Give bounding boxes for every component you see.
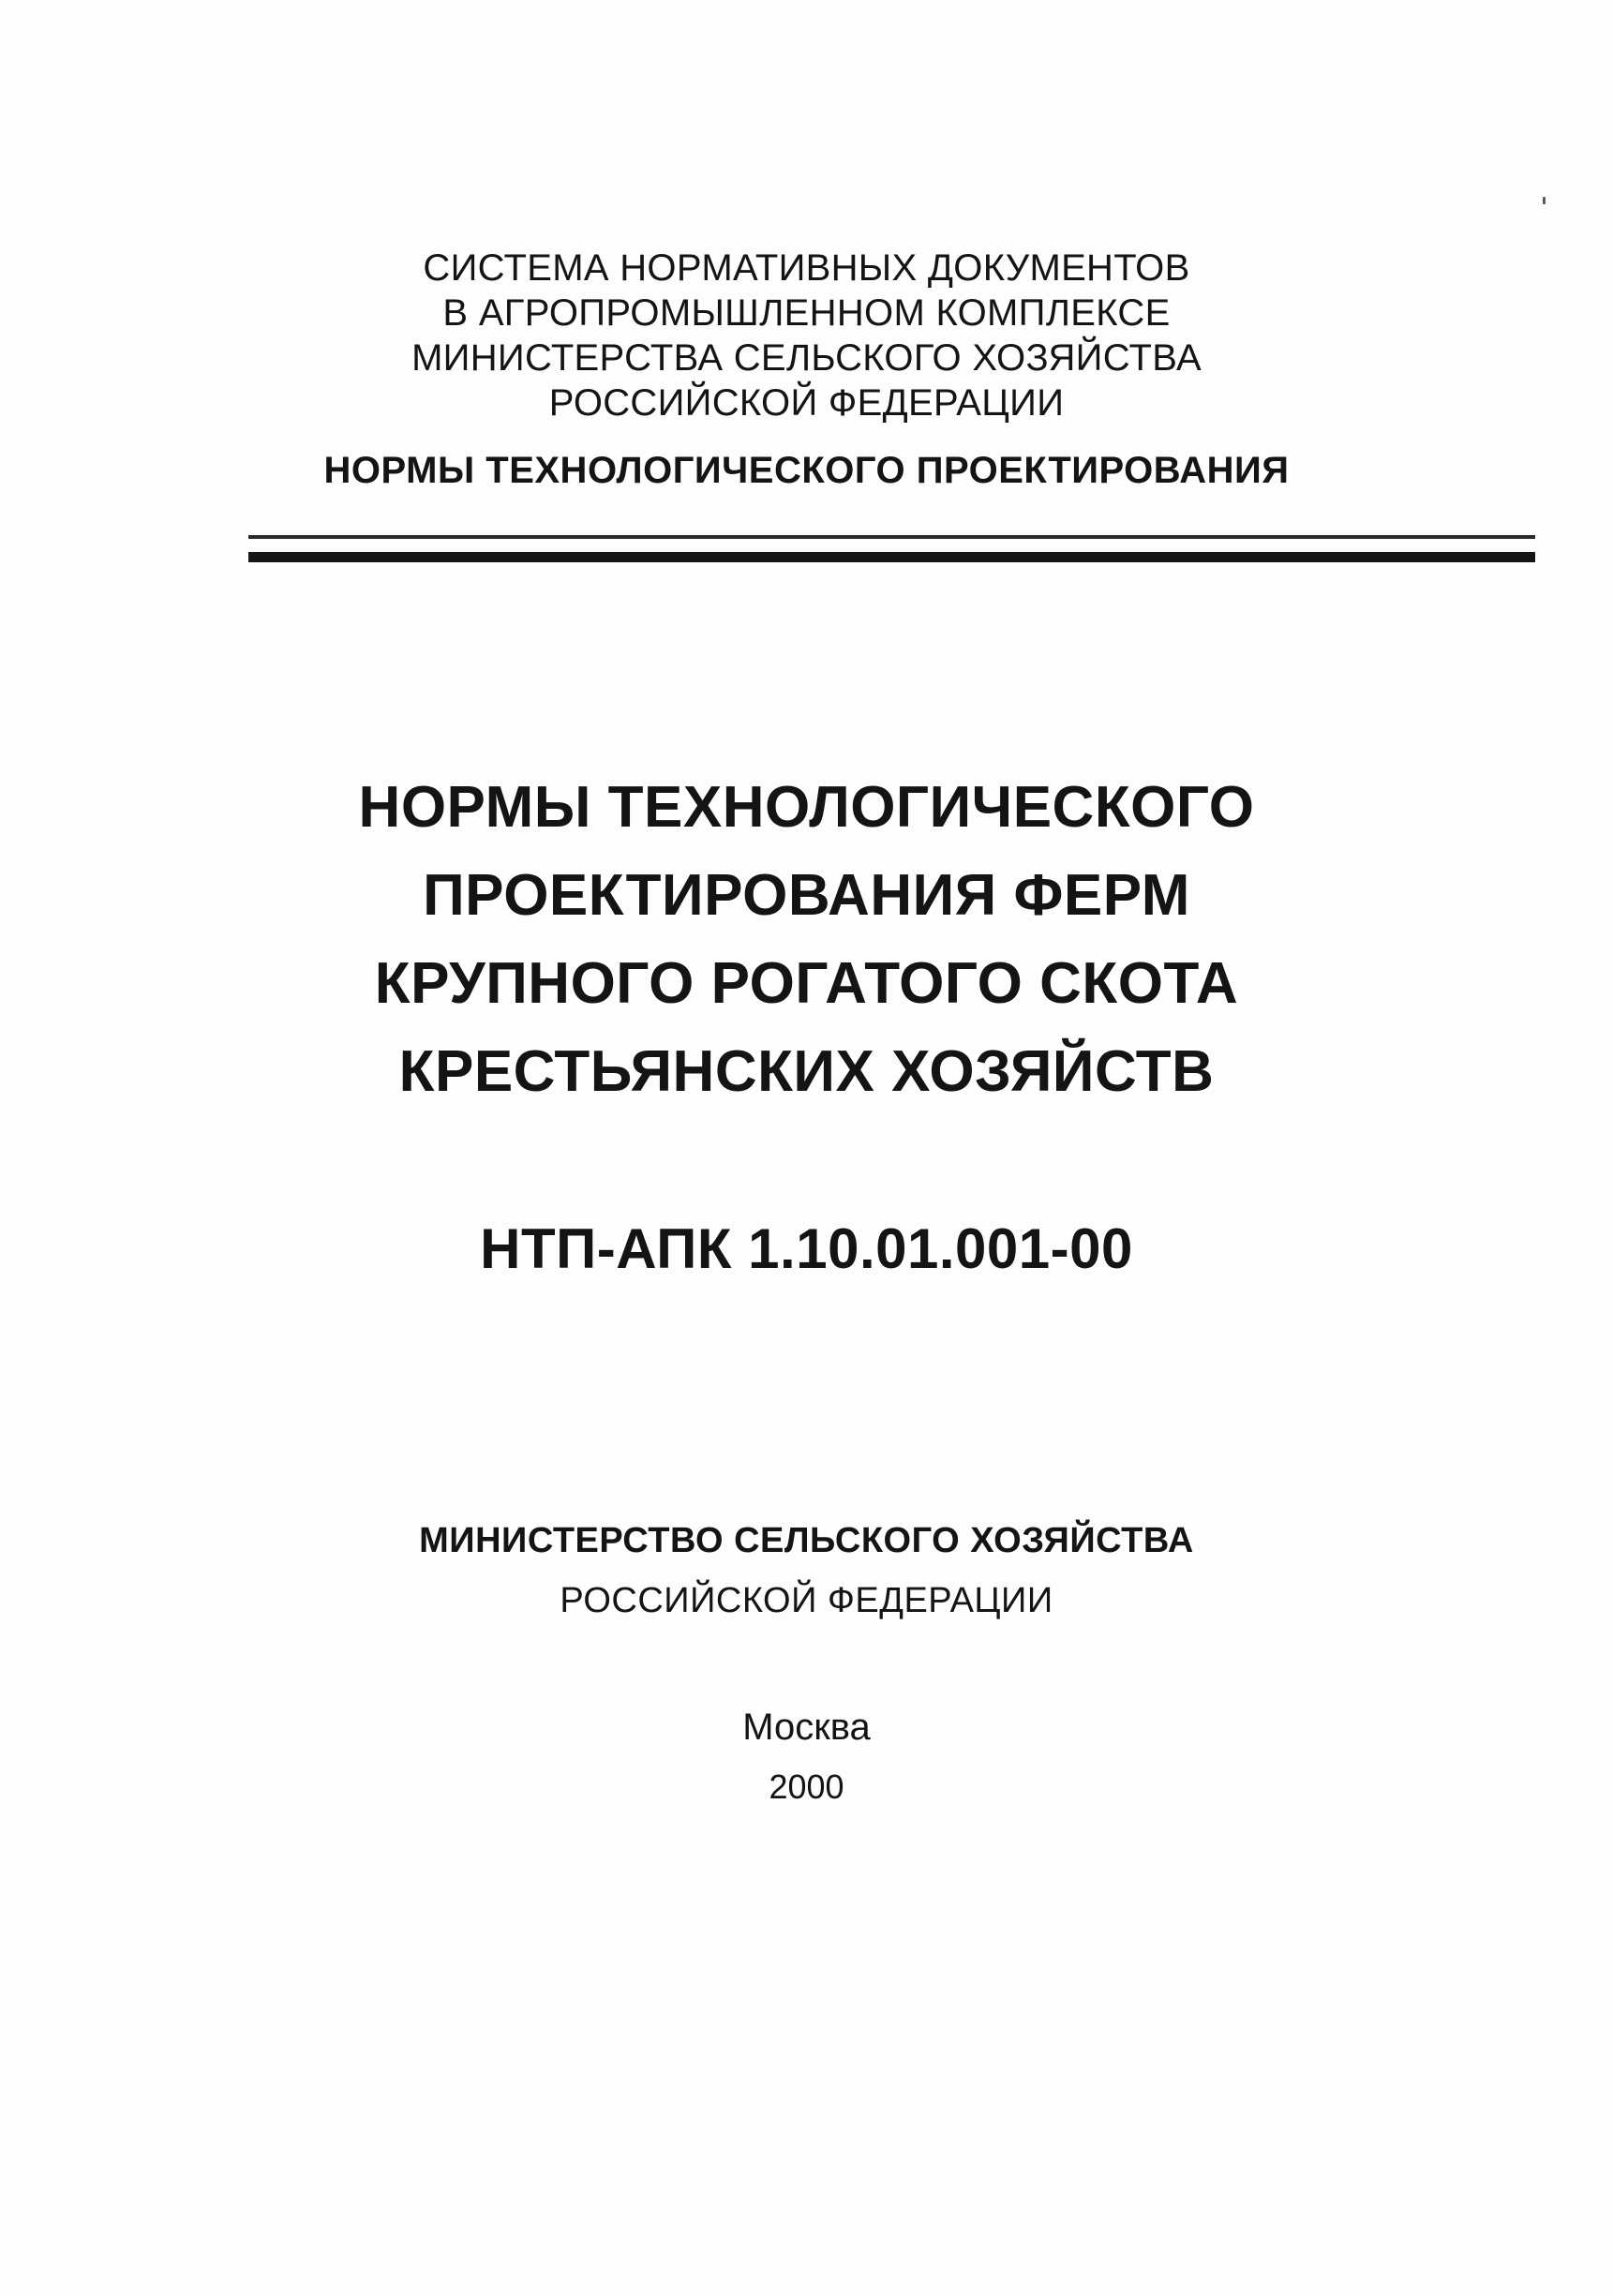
divider-thick <box>248 552 1535 562</box>
title-line-1: НОРМЫ ТЕХНОЛОГИЧЕСКОГО <box>358 775 1255 840</box>
title-line-3: КРУПНОГО РОГАТОГО СКОТА <box>374 951 1239 1016</box>
title-line-4: КРЕСТЬЯНСКИХ ХОЗЯЙСТВ <box>398 1039 1215 1104</box>
document-code: НТП-АПК 1.10.01.001-00 <box>480 1217 1133 1280</box>
system-line-2: В АГРОПРОМЫШЛЕННОМ КОМПЛЕКСЕ <box>442 292 1171 334</box>
scan-speck <box>1543 197 1546 204</box>
publication-city: Москва <box>742 1707 871 1748</box>
divider-thin <box>248 535 1535 539</box>
system-line-3: МИНИСТЕРСТВА СЕЛЬСКОГО ХОЗЯЙСТВА <box>411 337 1202 379</box>
series-heading: НОРМЫ ТЕХНОЛОГИЧЕСКОГО ПРОЕКТИРОВАНИЯ <box>323 450 1290 491</box>
system-line-1: СИСТЕМА НОРМАТИВНЫХ ДОКУМЕНТОВ <box>423 247 1190 289</box>
title-line-2: ПРОЕКТИРОВАНИЯ ФЕРМ <box>423 863 1190 928</box>
document-title <box>0 764 1613 1116</box>
publisher-line-2: РОССИЙСКОЙ ФЕДЕРАЦИИ <box>560 1581 1053 1620</box>
issuing-system-block <box>0 246 1613 425</box>
publication-year: 2000 <box>769 1767 844 1806</box>
publisher-block <box>0 1511 1613 1631</box>
system-line-4: РОССИЙСКОЙ ФЕДЕРАЦИИ <box>548 382 1065 424</box>
publisher-line-1: МИНИСТЕРСТВО СЕЛЬСКОГО ХОЗЯЙСТВА <box>419 1521 1194 1560</box>
